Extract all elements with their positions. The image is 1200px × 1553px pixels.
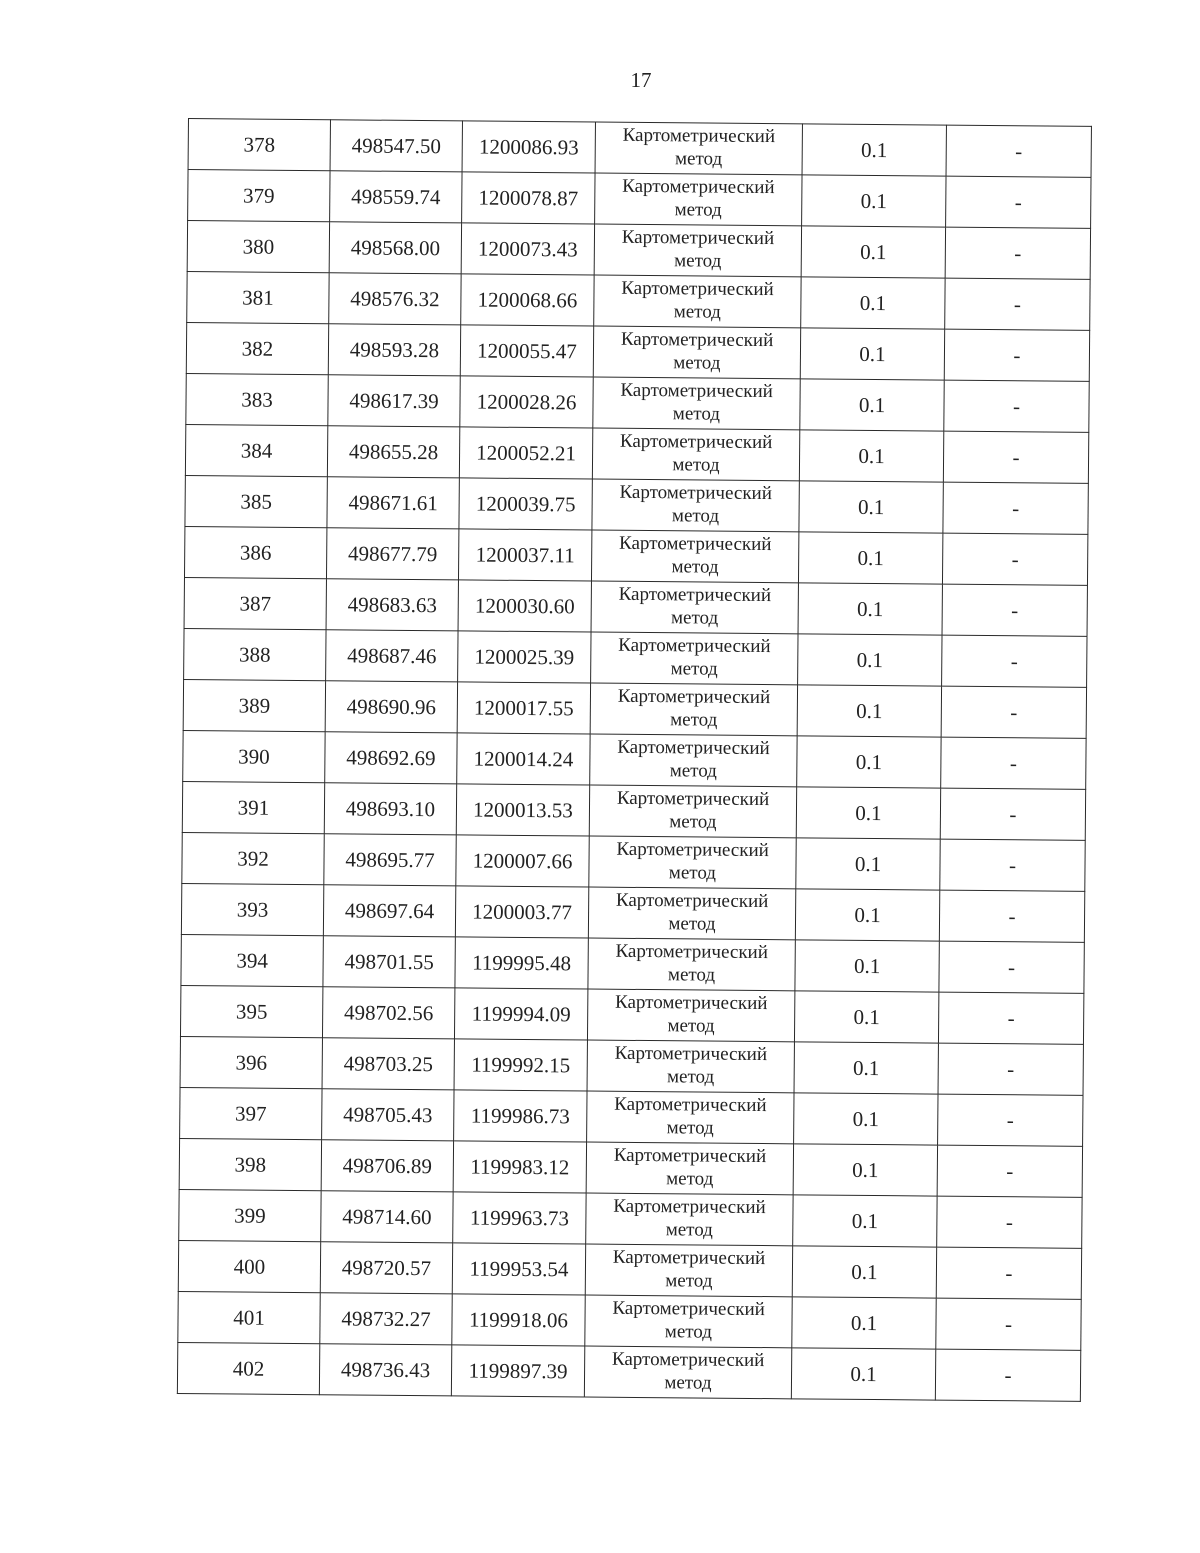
x-coordinate-cell: 498671.61 (327, 477, 459, 529)
point-number-cell: 387 (184, 577, 326, 629)
accuracy-cell: 0.1 (798, 532, 942, 584)
method-cell (595, 122, 802, 175)
y-coordinate-cell: 1200073.43 (461, 223, 594, 275)
point-number-cell: 398 (179, 1138, 321, 1190)
method-cell (586, 1193, 793, 1246)
method-line-1: Картометрический (613, 1144, 767, 1168)
method-cell (591, 530, 798, 583)
method-line-1: Картометрический (617, 736, 770, 760)
table-row (184, 577, 1087, 636)
note-cell: - (940, 788, 1085, 840)
method-cell (589, 785, 796, 838)
accuracy-cell: 0.1 (791, 1348, 935, 1400)
method-line-1: Картометрический (618, 532, 772, 556)
point-number-cell: 391 (182, 781, 324, 833)
x-coordinate-cell: 498677.79 (326, 528, 458, 580)
accuracy-cell: 0.1 (792, 1246, 936, 1298)
method-line-2: метод (667, 964, 716, 986)
y-coordinate-cell: 1199994.09 (454, 988, 587, 1040)
method-cell (587, 989, 794, 1042)
method-line-1: Картометрический (618, 583, 772, 607)
method-cell (594, 275, 801, 328)
point-number-cell: 382 (186, 322, 328, 374)
x-coordinate-cell: 498720.57 (320, 1242, 452, 1294)
method-line-1: Картометрический (621, 277, 774, 301)
accuracy-cell: 0.1 (800, 379, 944, 431)
method-line-2: метод (668, 913, 716, 935)
note-cell: - (945, 227, 1090, 279)
note-cell: - (946, 176, 1091, 228)
point-number-cell: 383 (186, 373, 328, 425)
note-cell: - (940, 839, 1085, 891)
table-row (179, 1138, 1082, 1197)
accuracy-cell: 0.1 (793, 1195, 937, 1247)
point-number-cell: 390 (183, 730, 325, 782)
method-cell (587, 1040, 794, 1093)
note-cell: - (938, 1094, 1083, 1146)
accuracy-cell: 0.1 (802, 175, 946, 227)
x-coordinate-cell: 498697.64 (323, 885, 455, 937)
point-number-cell: 400 (178, 1240, 320, 1292)
x-coordinate-cell: 498576.32 (329, 273, 461, 325)
point-number-cell: 388 (184, 628, 326, 680)
method-cell (585, 1295, 792, 1348)
x-coordinate-cell: 498559.74 (330, 171, 462, 223)
point-number-cell: 392 (182, 832, 324, 884)
x-coordinate-cell: 498714.60 (321, 1191, 453, 1243)
table-row (188, 119, 1091, 178)
note-cell: - (941, 686, 1086, 738)
method-line-1: Картометрический (614, 1093, 767, 1117)
method-cell (593, 326, 800, 379)
point-number-cell: 379 (188, 170, 330, 222)
method-line-2: метод (672, 403, 721, 425)
accuracy-cell: 0.1 (793, 1144, 937, 1196)
note-cell: - (945, 278, 1090, 330)
point-number-cell: 381 (187, 271, 329, 323)
point-number-cell: 396 (180, 1036, 322, 1088)
note-cell: - (943, 482, 1088, 534)
note-cell: - (942, 584, 1087, 636)
method-line-1: Картометрический (617, 685, 771, 709)
method-line-2: метод (670, 658, 718, 680)
y-coordinate-cell: 1200068.66 (461, 274, 594, 326)
note-cell: - (936, 1247, 1081, 1299)
method-line-1: Картометрический (619, 430, 773, 454)
point-number-cell: 385 (185, 475, 327, 527)
method-line-2: метод (664, 1372, 712, 1394)
y-coordinate-cell: 1200007.66 (456, 835, 589, 887)
note-cell: - (935, 1349, 1080, 1401)
table-row (186, 322, 1089, 381)
method-line-1: Картометрический (614, 991, 768, 1015)
table-row (185, 424, 1088, 483)
note-cell: - (939, 941, 1084, 993)
method-line-2: метод (666, 1168, 714, 1190)
accuracy-cell: 0.1 (794, 1042, 938, 1094)
x-coordinate-cell: 498695.77 (324, 834, 456, 886)
y-coordinate-cell: 1200028.26 (460, 376, 593, 428)
method-line-1: Картометрический (616, 787, 770, 811)
method-cell (590, 683, 797, 736)
note-cell: - (939, 890, 1084, 942)
page-number: 17 (630, 68, 652, 92)
method-cell (589, 836, 796, 889)
x-coordinate-cell: 498690.96 (325, 681, 457, 733)
point-number-cell: 384 (185, 424, 327, 476)
accuracy-cell: 0.1 (794, 1093, 938, 1145)
y-coordinate-cell: 1200052.21 (459, 427, 592, 479)
method-line-2: метод (665, 1219, 713, 1241)
method-line-1: Картометрический (615, 889, 769, 913)
method-line-2: метод (668, 862, 717, 884)
coordinates-table (177, 118, 1092, 1402)
y-coordinate-cell: 1200030.60 (458, 580, 591, 632)
table-row (177, 1342, 1080, 1401)
accuracy-cell: 0.1 (796, 838, 940, 890)
method-line-2: метод (674, 199, 722, 221)
method-line-1: Картометрический (620, 328, 774, 352)
y-coordinate-cell: 1200003.77 (455, 886, 588, 938)
method-cell (591, 632, 798, 685)
method-cell (586, 1142, 793, 1195)
method-cell (590, 734, 797, 787)
y-coordinate-cell: 1200013.53 (456, 784, 589, 836)
note-cell: - (941, 737, 1086, 789)
y-coordinate-cell: 1200014.24 (457, 733, 590, 785)
method-line-2: метод (671, 505, 720, 527)
table-row (179, 1189, 1082, 1248)
x-coordinate-cell: 498736.43 (319, 1344, 451, 1396)
table-row (185, 475, 1088, 534)
point-number-cell: 401 (178, 1291, 320, 1343)
y-coordinate-cell: 1199963.73 (453, 1192, 586, 1244)
y-coordinate-cell: 1200078.87 (462, 172, 595, 224)
accuracy-cell: 0.1 (795, 889, 939, 941)
x-coordinate-cell: 498593.28 (328, 324, 460, 376)
method-cell (592, 479, 799, 532)
method-line-2: метод (669, 811, 717, 833)
x-coordinate-cell: 498655.28 (327, 426, 459, 478)
x-coordinate-cell: 498617.39 (328, 375, 460, 427)
accuracy-cell: 0.1 (797, 736, 941, 788)
method-line-1: Картометрический (612, 1246, 766, 1270)
table-row (178, 1291, 1081, 1350)
method-cell (594, 224, 801, 277)
y-coordinate-cell: 1199986.73 (454, 1090, 587, 1142)
x-coordinate-cell: 498732.27 (320, 1293, 452, 1345)
method-cell (591, 581, 798, 634)
method-line-1: Картометрический (622, 175, 775, 199)
accuracy-cell: 0.1 (799, 481, 943, 533)
note-cell: - (942, 533, 1087, 585)
method-line-2: метод (664, 1321, 713, 1343)
x-coordinate-cell: 498706.89 (321, 1140, 453, 1192)
y-coordinate-cell: 1199995.48 (455, 937, 588, 989)
point-number-cell: 402 (177, 1342, 319, 1394)
x-coordinate-cell: 498687.46 (326, 630, 458, 682)
y-coordinate-cell: 1199953.54 (452, 1243, 585, 1295)
point-number-cell: 380 (187, 221, 329, 273)
x-coordinate-cell: 498692.69 (325, 732, 457, 784)
accuracy-cell: 0.1 (796, 787, 940, 839)
method-line-1: Картометрический (616, 838, 769, 862)
x-coordinate-cell: 498702.56 (322, 987, 454, 1039)
y-coordinate-cell: 1200025.39 (458, 631, 591, 683)
table-row (188, 170, 1091, 229)
x-coordinate-cell: 498568.00 (329, 222, 461, 274)
x-coordinate-cell: 498683.63 (326, 579, 458, 631)
accuracy-cell: 0.1 (794, 991, 938, 1043)
note-cell: - (937, 1196, 1082, 1248)
x-coordinate-cell: 498701.55 (323, 936, 455, 988)
accuracy-cell: 0.1 (800, 328, 944, 380)
method-line-2: метод (671, 556, 719, 578)
note-cell: - (944, 329, 1089, 381)
method-line-2: метод (672, 454, 720, 476)
y-coordinate-cell: 1200055.47 (460, 325, 593, 377)
method-cell (587, 1091, 794, 1144)
table-row (182, 781, 1085, 840)
method-line-1: Картометрический (613, 1195, 766, 1219)
method-line-2: метод (674, 148, 723, 170)
table-row (181, 934, 1084, 993)
method-line-1: Картометрический (611, 1348, 765, 1372)
x-coordinate-cell: 498705.43 (322, 1089, 454, 1141)
table-row (178, 1240, 1081, 1299)
point-number-cell: 394 (181, 934, 323, 986)
table-row (183, 730, 1086, 789)
method-line-1: Картометрический (614, 1042, 768, 1066)
point-number-cell: 389 (183, 679, 325, 731)
x-coordinate-cell: 498693.10 (324, 783, 456, 835)
method-cell (588, 938, 795, 991)
accuracy-cell: 0.1 (797, 685, 941, 737)
method-line-2: метод (667, 1015, 715, 1037)
method-cell (585, 1244, 792, 1297)
y-coordinate-cell: 1200037.11 (458, 529, 591, 581)
point-number-cell: 399 (179, 1189, 321, 1241)
note-cell: - (937, 1145, 1082, 1197)
method-line-2: метод (673, 352, 721, 374)
method-line-1: Картометрический (618, 634, 771, 658)
method-cell (592, 428, 799, 481)
accuracy-cell: 0.1 (798, 634, 942, 686)
note-cell: - (944, 380, 1089, 432)
method-line-2: метод (669, 760, 717, 782)
table-row (180, 1036, 1083, 1095)
y-coordinate-cell: 1200086.93 (462, 121, 595, 173)
method-cell (595, 173, 802, 226)
method-cell (588, 887, 795, 940)
method-line-1: Картометрический (612, 1297, 765, 1321)
note-cell: - (938, 1043, 1083, 1095)
point-number-cell: 395 (180, 985, 322, 1037)
method-line-2: метод (674, 250, 722, 272)
y-coordinate-cell: 1199983.12 (453, 1141, 586, 1193)
accuracy-cell: 0.1 (801, 226, 945, 278)
point-number-cell: 386 (184, 526, 326, 578)
table-row (181, 883, 1084, 942)
method-line-2: метод (665, 1270, 713, 1292)
accuracy-cell: 0.1 (801, 277, 945, 329)
table-body (177, 119, 1091, 1402)
table-row (184, 628, 1087, 687)
method-line-1: Картометрический (615, 940, 769, 964)
note-cell: - (942, 635, 1087, 687)
method-line-1: Картометрический (619, 481, 773, 505)
x-coordinate-cell: 498703.25 (322, 1038, 454, 1090)
method-line-1: Картометрический (620, 379, 773, 403)
accuracy-cell: 0.1 (792, 1297, 936, 1349)
table-row (184, 526, 1087, 585)
accuracy-cell: 0.1 (795, 940, 939, 992)
note-cell: - (946, 125, 1091, 177)
table-row (187, 271, 1090, 330)
method-line-2: метод (673, 301, 721, 323)
method-line-1: Картометрический (621, 226, 775, 250)
table-row (180, 985, 1083, 1044)
table-row (180, 1087, 1083, 1146)
table-row (183, 679, 1086, 738)
x-coordinate-cell: 498547.50 (330, 120, 462, 172)
method-line-1: Картометрический (622, 124, 776, 148)
y-coordinate-cell: 1200039.75 (459, 478, 592, 530)
note-cell: - (938, 992, 1083, 1044)
table-row (186, 373, 1089, 432)
method-line-2: метод (666, 1066, 715, 1088)
point-number-cell: 378 (188, 119, 330, 171)
method-cell (593, 377, 800, 430)
note-cell: - (943, 431, 1088, 483)
method-line-2: метод (670, 709, 718, 731)
y-coordinate-cell: 1200017.55 (457, 682, 590, 734)
y-coordinate-cell: 1199918.06 (452, 1294, 585, 1346)
y-coordinate-cell: 1199992.15 (454, 1039, 587, 1091)
point-number-cell: 397 (180, 1087, 322, 1139)
method-cell (584, 1346, 791, 1399)
method-line-2: метод (670, 607, 719, 629)
table-row (182, 832, 1085, 891)
method-line-2: метод (666, 1117, 714, 1139)
accuracy-cell: 0.1 (802, 124, 946, 176)
point-number-cell: 393 (181, 883, 323, 935)
table-row (187, 221, 1090, 280)
y-coordinate-cell: 1199897.39 (451, 1345, 584, 1397)
accuracy-cell: 0.1 (799, 430, 943, 482)
accuracy-cell: 0.1 (798, 583, 942, 635)
note-cell: - (936, 1298, 1081, 1350)
